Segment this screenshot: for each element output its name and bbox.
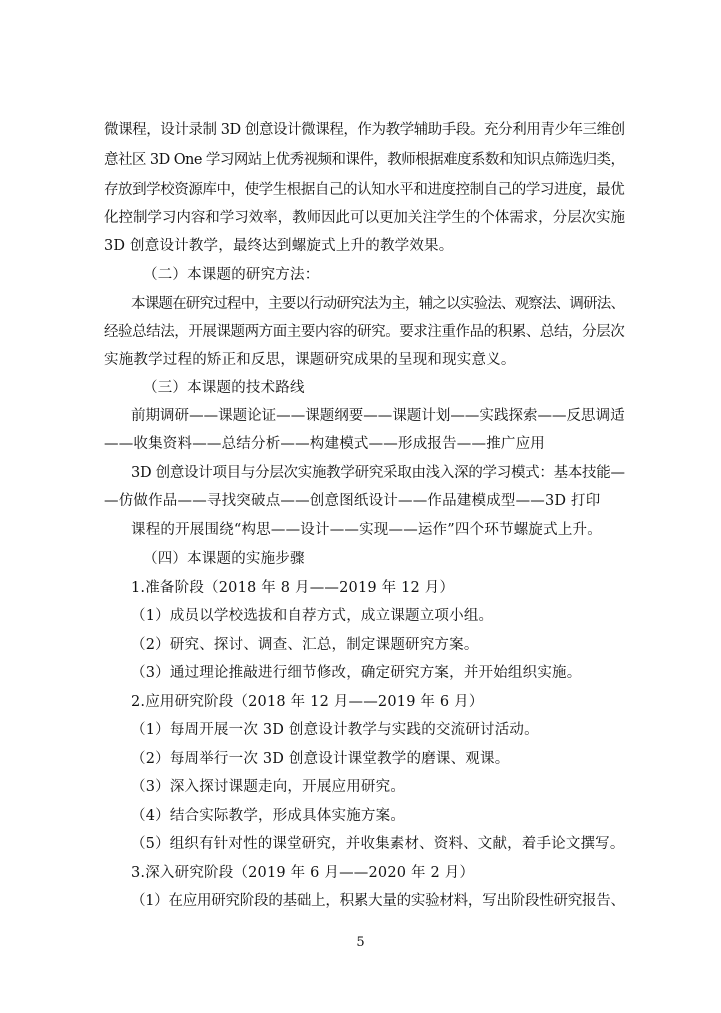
text-line: 化控制学习内容和学习效率，教师因此可以更加关注学生的个体需求，分层次实施 bbox=[104, 210, 625, 226]
text-line: —仿做作品——寻找突破点——创意图纸设计——作品建模成型——3D 打印 bbox=[104, 493, 601, 509]
text-line: 本课题在研究过程中，主要以行动研究法为主，辅之以实验法、观察法、调研法、 bbox=[131, 296, 625, 312]
text-line: 实施教学过程的矫正和反思，课题研究成果的呈现和现实意义。 bbox=[104, 352, 516, 368]
list-item: （1）在应用研究阶段的基础上，积累大量的实验材料，写出阶段性研究报告、 bbox=[131, 893, 625, 909]
stage-heading: 1.准备阶段（2018 年 8 月——2019 年 12 月） bbox=[131, 580, 455, 596]
text-line: 3D 创意设计教学，最终达到螺旋式上升的教学效果。 bbox=[104, 238, 454, 254]
list-item: （1）每周开展一次 3D 创意设计教学与实践的交流研讨活动。 bbox=[131, 722, 539, 738]
section-heading: （四）本课题的实施步骤 bbox=[143, 551, 305, 567]
page-number: 5 bbox=[356, 935, 365, 950]
text-line: ——收集资料——总结分析——构建模式——形成报告——推广应用 bbox=[104, 436, 545, 452]
list-item: （3）通过理论推敲进行细节修改，确定研究方案，并开始组织实施。 bbox=[131, 665, 582, 681]
list-item: （2）研究、探讨、调查、汇总，制定课题研究方案。 bbox=[131, 637, 479, 653]
list-item: （4）结合实际教学，形成具体实施方案。 bbox=[131, 808, 406, 824]
section-heading: （三）本课题的技术路线 bbox=[143, 380, 305, 396]
text-line: 3D 创意设计项目与分层次实施教学研究采取由浅入深的学习模式：基本技能— bbox=[131, 465, 625, 481]
list-item: （3）深入探讨课题走向，开展应用研究。 bbox=[131, 779, 406, 795]
text-line: 课程的开展围绕“构思——设计——实现——运作”四个环节螺旋式上升。 bbox=[131, 522, 602, 538]
list-item: （2）每周举行一次 3D 创意设计课堂教学的磨课、观课。 bbox=[131, 751, 510, 767]
list-item: （5）组织有针对性的课堂研究，并收集素材、资料、文献，着手论文撰写。 bbox=[131, 836, 625, 852]
section-heading: （二）本课题的研究方法： bbox=[143, 267, 320, 283]
stage-heading: 2.应用研究阶段（2018 年 12 月——2019 年 6 月） bbox=[131, 694, 484, 710]
text-line: 存放到学校资源库中，使学生根据自己的认知水平和进度控制自己的学习进度，最优 bbox=[104, 182, 625, 198]
text-line: 经验总结法，开展课题两方面主要内容的研究。要求注重作品的积累、总结，分层次 bbox=[104, 324, 625, 340]
text-line: 前期调研——课题论证——课题纲要——课题计划——实践探索——反思调适 bbox=[131, 408, 625, 424]
stage-heading: 3.深入研究阶段（2019 年 6 月——2020 年 2 月） bbox=[131, 865, 475, 881]
text-line: 意社区 3D One 学习网站上优秀视频和课件，教师根据难度系数和知识点筛选归类， bbox=[104, 152, 625, 168]
list-item: （1）成员以学校选拔和自荐方式，成立课题立项小组。 bbox=[131, 608, 494, 624]
text-line: 微课程，设计录制 3D 创意设计微课程，作为教学辅助手段。充分利用青少年三维创 bbox=[104, 122, 625, 138]
